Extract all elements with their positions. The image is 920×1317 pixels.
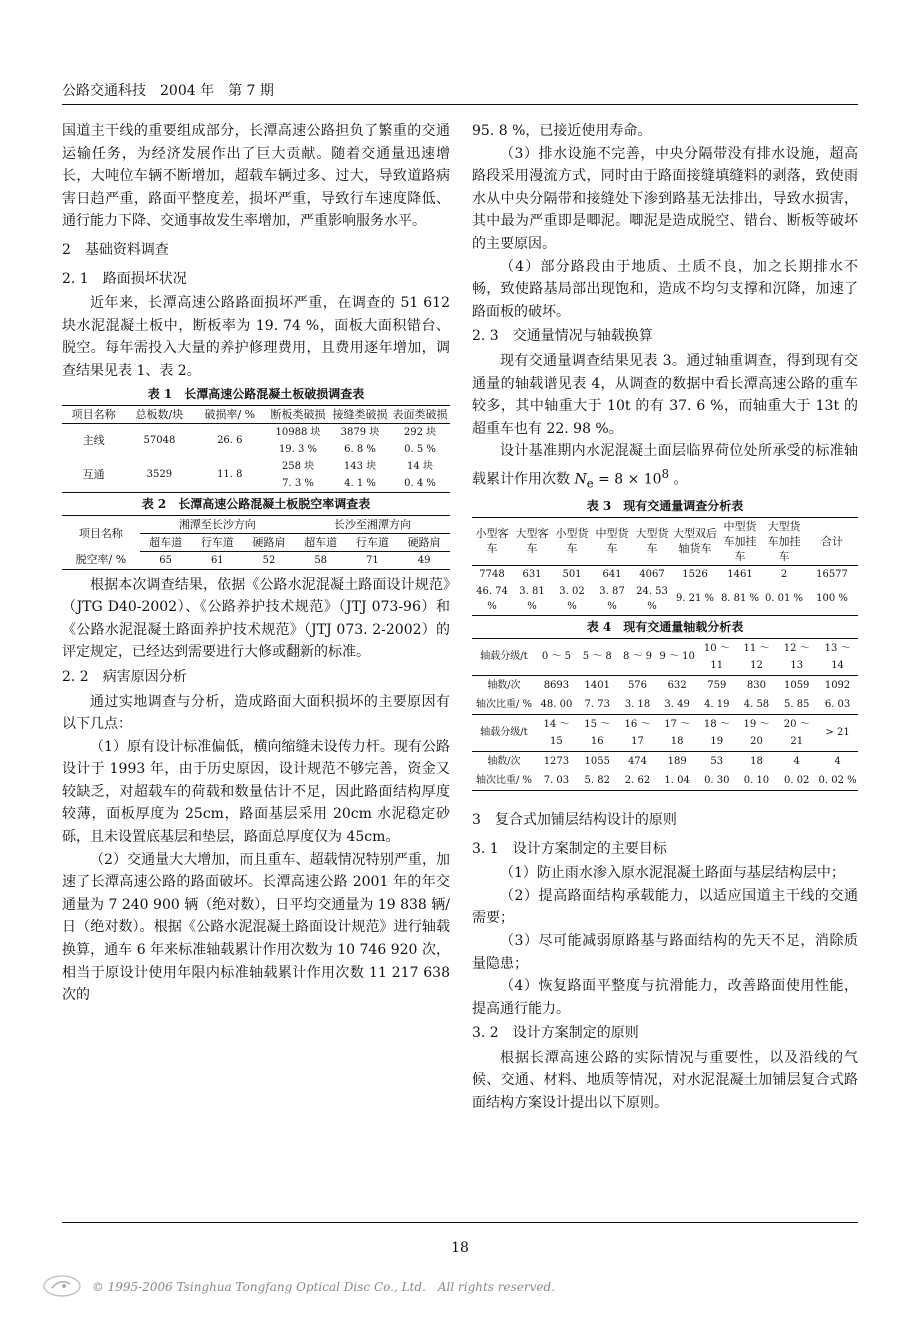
table-cell: 1. 04 xyxy=(664,774,690,786)
table-cell: 4. 19 xyxy=(704,698,730,710)
table-cell: > 21 xyxy=(825,727,850,739)
table-cell: 49 xyxy=(417,554,431,566)
table-header-cell: 行车道 xyxy=(347,533,399,551)
table-cell: 4. 1 % xyxy=(344,477,376,489)
formula-subscript: e xyxy=(586,476,594,491)
table-cell: 11. 8 xyxy=(217,469,243,481)
table-cell: 100 % xyxy=(816,593,848,605)
table-header-cell: 硬路肩 xyxy=(398,533,450,551)
table-cell: 24. 53 % xyxy=(636,585,668,612)
table-1 xyxy=(62,405,450,493)
table-cell: 20 ～ 21 xyxy=(783,718,810,747)
table-row xyxy=(62,423,450,441)
table-2 xyxy=(62,515,450,570)
formula-end: 。 xyxy=(669,471,688,488)
table-cell: 5. 85 xyxy=(783,698,810,710)
right-column xyxy=(472,120,858,1115)
table-header-cell: 项目名称 xyxy=(62,405,125,423)
table-row-label: 轴数/次 xyxy=(487,679,521,691)
table-cell: 14 ～ 15 xyxy=(543,718,570,747)
table-row xyxy=(62,458,450,475)
table-cell: 632 xyxy=(667,679,687,691)
table-cell: 15 ～ 16 xyxy=(584,718,611,747)
table-cell: 4 xyxy=(834,755,841,767)
table-cell: 8. 81 % xyxy=(720,593,760,605)
table-4 xyxy=(472,638,858,791)
table-cell: 3879 块 xyxy=(340,426,380,438)
table-cell: 12 ～ 13 xyxy=(783,642,810,671)
header-rule xyxy=(62,104,858,105)
table-cell: 16577 xyxy=(816,568,848,580)
table-cell: 0. 30 xyxy=(704,774,730,786)
bottom-rule xyxy=(62,1222,858,1223)
table-cell: 7. 03 xyxy=(543,774,570,786)
continued-paragraph: 95. 8 %，已接近使用寿命。 xyxy=(472,123,652,139)
goal-3: （3）尽可能减弱原路基与路面结构的先天不足，消除质量隐患； xyxy=(472,932,858,972)
table-cell: 57048 xyxy=(143,435,176,447)
table-cell: 3. 02 % xyxy=(559,585,585,612)
table-header-cell: 大型双后轴货车 xyxy=(672,517,718,565)
table-cell: 26. 6 xyxy=(217,435,243,447)
goal-2: （2）提高路面结构承载能力，以适应国道主干线的交通需要； xyxy=(472,887,858,927)
formula-rhs: = 8 × 10 xyxy=(593,471,662,488)
table-cell: 474 xyxy=(627,755,648,767)
table-cell: 1055 xyxy=(584,755,610,767)
section-2-1-heading: 2. 1 路面损坏状况 xyxy=(62,270,187,287)
table-header-cell: 小型客车 xyxy=(472,517,512,565)
table-row xyxy=(472,771,858,791)
table-row xyxy=(472,675,858,695)
table-cell: 脱空率/ % xyxy=(75,553,127,567)
table-row xyxy=(472,695,858,715)
section-2-3-heading: 2. 3 交通量情况与轴载换算 xyxy=(472,328,653,345)
table-cell: 4. 58 xyxy=(743,698,770,710)
left-column xyxy=(62,120,450,1007)
journal-header-text: 公路交通科技 2004 年 第 7 期 xyxy=(62,83,274,99)
table-cell: 19 ～ 20 xyxy=(743,718,770,747)
section-3-1-heading: 3. 1 设计方案制定的主要目标 xyxy=(472,840,667,857)
table-cell: 6. 8 % xyxy=(344,443,376,455)
goal-4: （4）恢复路面平整度与抗滑能力，改善路面使用性能，提高通行能力。 xyxy=(472,978,858,1017)
table-header-cell: 长沙至湘潭方向 xyxy=(295,515,450,533)
table-cell: 1461 xyxy=(727,568,753,580)
copyright-text: © 1995-2006 Tsinghua Tongfang Optical Disc Co., Ltd. All rights reserved. xyxy=(91,1279,556,1294)
table-header-cell: 超车道 xyxy=(140,533,192,551)
running-header xyxy=(62,80,858,100)
table-cell: 0. 5 % xyxy=(404,443,436,455)
table-cell: 2. 62 xyxy=(624,774,651,786)
section-2-2-intro: 通过实地调查与分析，造成路面大面积损坏的主要原因有以下几点： xyxy=(62,693,450,733)
section-3-2-heading: 3. 2 设计方案制定的原则 xyxy=(472,1025,639,1042)
table-cell: 互通 xyxy=(82,468,105,482)
table-cell: 576 xyxy=(627,679,648,691)
table-cell: 58 xyxy=(314,554,328,566)
table-header-cell: 项目名称 xyxy=(78,526,123,540)
formula-symbol: N xyxy=(574,471,587,488)
table-cell: 8693 xyxy=(543,679,570,691)
table-cell: 759 xyxy=(707,679,727,691)
table-cell: 3529 xyxy=(146,469,173,481)
table-cell: 8 ～ 9 xyxy=(622,651,653,663)
table-cell: 13 ～ 14 xyxy=(824,642,851,671)
table-cell: 830 xyxy=(746,679,766,691)
table-4-caption: 表 4 现有交通量轴载分析表 xyxy=(586,619,744,634)
section-2-1-paragraph: 近年来，长潭高速公路路面损坏严重，在调查的 51 612 块水泥混凝土板中，断板率为 19. 74 %，面板大面积错台、脱空。每年需投入大量的养护修理费用，且费用逐年增加，调查结果见表 1、表 2。 xyxy=(62,295,450,379)
table-cell: 10988 块 xyxy=(275,426,321,438)
table-1-caption: 表 1 长潭高速公路混凝土板破损调查表 xyxy=(147,386,365,401)
cause-3-paragraph: （3）排水设施不完善，中央分隔带没有排水设施，超高路段采用漫流方式，同时由于路面接缝填缝料的剥落，致使雨水从中央分隔带和接缝处下渗到路基无法排出，导致水损害，其中最为严重即是唧泥。唧泥是造成脱空、错台、断板等破坏的主要原因。 xyxy=(472,145,858,252)
section-3-2-paragraph: 根据长潭高速公路的实际情况与重要性，以及沿线的气候、交通、材料、地质等情况，对水泥混凝土加铺层复合式路面结构方案设计提出以下原则。 xyxy=(472,1049,858,1112)
table-cell: 53 xyxy=(710,755,724,767)
table-cell: 9 ～ 10 xyxy=(659,651,695,663)
cause-2-paragraph: （2）交通量大大增加，而且重车、超载情况特别严重，加速了长潭高速公路的路面破坏。长潭高速公路 2001 年的年交通量为 7 240 900 辆（绝对数），日平均交通量为 19 838 辆/日（绝对数）。根据《公路水泥混凝土路面设计规范》进行轴载换算，通车 6 年来标准轴载累计作用次数为 10 746 920 次，相当于原设计使用年限内标准轴载累计作用次数 11 217 638 次的 xyxy=(62,851,450,1004)
table-cell: 3. 81 % xyxy=(519,585,545,612)
table-cell: 143 块 xyxy=(343,460,377,472)
table-header-cell: 破损率/ % xyxy=(194,405,266,423)
table-cell: 1059 xyxy=(783,679,810,691)
table-header-cell: 硬路肩 xyxy=(243,533,295,551)
table-header-cell: 超车道 xyxy=(295,533,347,551)
table-cell: 10 ～ 11 xyxy=(703,642,730,671)
design-load-paragraph xyxy=(472,440,858,495)
table-cell: 61 xyxy=(210,554,224,566)
table-header-cell: 行车道 xyxy=(191,533,243,551)
design-load-text: 设计基准期内水泥混凝土面层临界荷位处所承受的标准轴载累计作用次数 xyxy=(472,443,858,488)
table-cell: 1092 xyxy=(824,679,851,691)
section-3-heading: 3 复合式加铺层结构设计的原则 xyxy=(472,811,677,828)
section-2-heading: 2 基础资料调查 xyxy=(62,241,169,258)
table-cell: 0. 02 % xyxy=(818,774,857,786)
table-header-cell: 中型货车加挂车 xyxy=(718,517,762,565)
table-header-cell: 湘潭至长沙方向 xyxy=(140,515,295,533)
table-cell: 0 ～ 5 xyxy=(541,651,571,663)
intro-paragraph: 国道主干线的重要组成部分，长潭高速公路担负了繁重的交通运输任务，为经济发展作出了巨大贡献。随着交通量迅速增长，大吨位车辆不断增加，超载车辆过多、过大，导致道路病害日趋严重，路面平整度差，损坏严重，导致行车速度降低、通行能力下降、交通事故发生率增加，严重影响服务水平。 xyxy=(62,123,450,230)
table-row-label: 轴次比重/ % xyxy=(475,698,533,710)
table-cell: 5. 82 xyxy=(584,774,610,786)
table-cell: 主线 xyxy=(82,434,105,448)
table-header-cell: 大型货车 xyxy=(632,517,672,565)
page-number: 18 xyxy=(451,1240,469,1256)
table-row xyxy=(472,714,858,751)
goal-1: （1）防止雨水渗入原水泥混凝土路面与基层结构层中； xyxy=(500,865,845,882)
table-cell: 52 xyxy=(262,554,276,566)
table-header-cell: 大型货车加挂车 xyxy=(762,517,806,565)
table-cell: 4 xyxy=(793,755,800,767)
formula-exponent: 8 xyxy=(661,466,670,481)
table-header-cell: 断板类破损 xyxy=(266,405,330,423)
table-row-label: 轴数/次 xyxy=(487,755,521,767)
table-cell: 1526 xyxy=(682,568,708,580)
table-cell: 19. 3 % xyxy=(278,443,318,455)
table-cell: 0. 10 xyxy=(743,774,770,786)
table-cell: 71 xyxy=(366,554,379,566)
table-cell: 641 xyxy=(602,568,622,580)
table-cell: 3. 18 xyxy=(624,698,651,710)
table-cell: 11 ～ 12 xyxy=(743,642,770,671)
table-cell: 0. 4 % xyxy=(404,477,436,489)
table-header-cell: 总板数/块 xyxy=(125,405,193,423)
table-cell: 3. 49 xyxy=(664,698,690,710)
publisher-logo-icon xyxy=(42,1274,82,1298)
table-cell: 292 块 xyxy=(403,426,437,438)
table-row xyxy=(472,565,858,583)
table-row xyxy=(472,583,858,616)
table-2-caption: 表 2 长潭高速公路混凝土板脱空率调查表 xyxy=(141,496,371,511)
table-cell: 46. 74 % xyxy=(476,585,508,612)
table-cell: 501 xyxy=(562,568,582,580)
table-cell: 2 xyxy=(780,568,788,580)
table-cell: 258 块 xyxy=(281,460,315,472)
table-cell: 14 块 xyxy=(407,460,433,472)
evaluation-paragraph: 根据本次调查结果，依据《公路水泥混凝土路面设计规范》（JTG D40-2002）、《公路养护技术规范》（JTJ 073-96）和《公路水泥混凝土路面养护技术规范》（JTJ 073. 2-2002）的评定规定，已经达到需要进行大修或翻新的标准。 xyxy=(62,576,450,661)
table-row-label: 轴载分级/t xyxy=(480,651,528,663)
table-cell: 0. 01 % xyxy=(764,593,804,605)
table-cell: 0. 02 xyxy=(783,774,810,786)
table-header-cell: 合计 xyxy=(806,517,858,565)
table-cell: 189 xyxy=(667,755,687,767)
table-row-label: 轴次比重/ % xyxy=(475,774,533,786)
table-row xyxy=(62,551,450,569)
table-cell: 5 ～ 8 xyxy=(582,651,612,663)
table-row-label: 轴载分级/t xyxy=(480,727,528,739)
table-header-cell: 大型客车 xyxy=(512,517,552,565)
table-3 xyxy=(472,517,858,616)
table-cell: 18 ～ 19 xyxy=(703,718,730,747)
table-header-cell: 小型货车 xyxy=(552,517,592,565)
table-3-caption: 表 3 现有交通量调查分析表 xyxy=(586,498,744,513)
cause-4-paragraph: （4）部分路段由于地质、土质不良，加之长期排水不畅，致使路基局部出现饱和，造成不均匀支撑和沉降，加速了路面板的破坏。 xyxy=(472,258,858,320)
section-2-3-paragraph: 现有交通量调查结果见表 3。通过轴重调查，得到现有交通量的轴载谱见表 4，从调查的数据中看长潭高速公路的重车较多，其中轴重大于 10t 的有 37. 6 %，而轴重大于 13t 的超重车也有 22. 98 %。 xyxy=(472,352,858,437)
table-cell: 65 xyxy=(159,554,172,566)
table-cell: 3. 87 % xyxy=(599,585,625,612)
table-cell: 9. 21 % xyxy=(675,593,715,605)
table-cell: 4067 xyxy=(639,568,665,580)
cause-1-paragraph: （1）原有设计标准偏低，横向缩缝未设传力杆。现有公路设计于 1993 年，由于历史原因，设计规范不够完善，资金又较缺乏，对超载车的荷载和数量估计不足，因此路面结构厚度较薄，面板厚度为 25cm，路面基层采用 20cm 水泥稳定砂砾，且未设置底基层和垫层，路面总厚度仅为 45cm。 xyxy=(62,738,450,846)
table-header-cell: 接缝类破损 xyxy=(330,405,390,423)
table-cell: 631 xyxy=(522,568,542,580)
table-row xyxy=(472,751,858,771)
table-cell: 7. 3 % xyxy=(282,477,314,489)
table-row xyxy=(472,638,858,675)
table-cell: 6. 03 xyxy=(824,698,851,710)
section-2-2-heading: 2. 2 病害原因分析 xyxy=(62,668,187,685)
table-cell: 48. 00 xyxy=(540,698,573,710)
table-cell: 7. 73 xyxy=(584,698,610,710)
table-cell: 18 xyxy=(750,755,763,767)
table-header-cell: 表面类破损 xyxy=(390,405,450,423)
table-header-cell: 中型货车 xyxy=(592,517,632,565)
table-cell: 16 ～ 17 xyxy=(624,718,651,747)
table-cell: 1401 xyxy=(584,679,610,691)
table-cell: 7748 xyxy=(479,568,505,580)
table-cell: 1273 xyxy=(543,755,570,767)
copyright-footer xyxy=(42,1274,882,1298)
table-cell: 17 ～ 18 xyxy=(664,718,691,747)
